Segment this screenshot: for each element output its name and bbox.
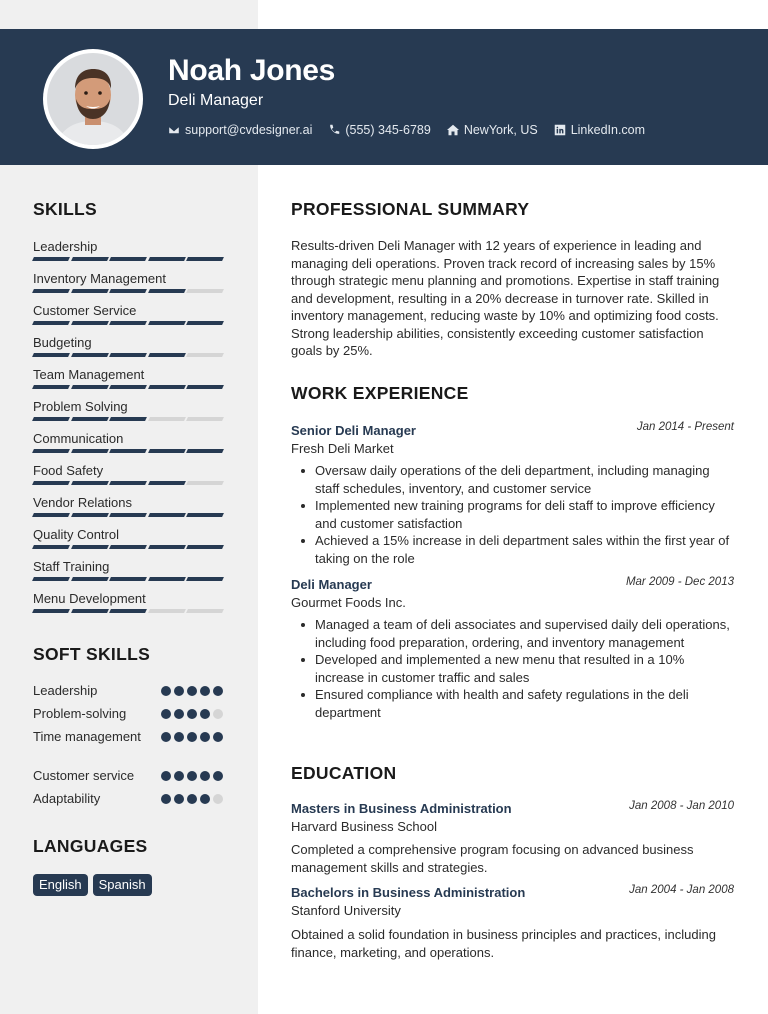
- rating-dot: [187, 771, 197, 781]
- skill-item: [33, 430, 223, 453]
- job-bullets: [315, 462, 735, 567]
- rating-dot: [200, 771, 210, 781]
- skill-level-segment: [32, 449, 69, 453]
- skill-level-segment: [32, 417, 69, 421]
- skill-level-segment: [109, 481, 146, 485]
- skill-level-segment: [71, 353, 108, 357]
- rating-dot: [161, 686, 171, 696]
- contact-email[interactable]: [168, 123, 312, 137]
- soft-skill-name: Time management: [33, 729, 141, 744]
- skill-name: Food Safety: [33, 463, 104, 478]
- skill-name: Vendor Relations: [33, 495, 133, 510]
- degree-name: Bachelors in Business Administration: [291, 885, 526, 900]
- skill-level-segment: [109, 257, 146, 261]
- skill-level-segment: [109, 289, 146, 293]
- skill-item: [33, 334, 223, 357]
- soft-skill-rating: [161, 767, 223, 784]
- skills-heading: SKILLS: [33, 199, 98, 219]
- job-company: Gourmet Foods Inc.: [291, 595, 406, 610]
- skill-level-segment: [109, 449, 146, 453]
- skill-level-segment: [186, 257, 223, 261]
- skill-level-segment: [32, 385, 69, 389]
- skill-level-bar: [33, 609, 223, 613]
- rating-dot: [174, 771, 184, 781]
- skill-level-bar: [33, 385, 223, 389]
- candidate-title: Deli Manager: [168, 92, 264, 109]
- summary-heading: PROFESSIONAL SUMMARY: [291, 199, 530, 219]
- skill-level-segment: [148, 577, 185, 581]
- skill-level-segment: [32, 577, 69, 581]
- skill-level-segment: [71, 289, 108, 293]
- soft-skill-name: Leadership: [33, 683, 98, 698]
- skill-level-segment: [109, 417, 146, 421]
- rating-dot: [187, 686, 197, 696]
- skill-level-segment: [109, 577, 146, 581]
- degree-dates: Jan 2004 - Jan 2008: [629, 884, 734, 896]
- soft-skill-item: [33, 728, 223, 745]
- languages-heading: LANGUAGES: [33, 836, 148, 856]
- rating-dot: [200, 732, 210, 742]
- soft-skill-item: [33, 682, 223, 699]
- soft-skills-heading: SOFT SKILLS: [33, 644, 151, 664]
- skill-item: [33, 270, 223, 293]
- rating-dot: [161, 732, 171, 742]
- skill-level-segment: [148, 289, 185, 293]
- job-bullet: Managed a team of deli associates and supervised daily deli operations, including food preparation, ordering, and inventory management: [315, 616, 735, 651]
- skill-level-segment: [32, 289, 69, 293]
- rating-dot: [200, 709, 210, 719]
- home-icon: [447, 124, 459, 136]
- skill-level-segment: [186, 289, 223, 293]
- job-bullet: Implemented new training programs for deli staff to improve efficiency and customer satisfaction: [315, 497, 735, 532]
- soft-skill-item: [33, 790, 223, 807]
- soft-skill-item: [33, 767, 223, 784]
- skill-level-segment: [32, 609, 69, 613]
- soft-skill-rating: [161, 705, 223, 722]
- skill-level-segment: [148, 513, 185, 517]
- job-role: Deli Manager: [291, 577, 372, 592]
- degree-dates: Jan 2008 - Jan 2010: [629, 800, 734, 812]
- summary-text: Results-driven Deli Manager with 12 years of experience in leading and managing deli operations. Proven track record of increasing sales by 15% through strategic menu planning and promotions. Expertise in staff training and development, resulting in a 20% decrease in turnover rate. Skilled in inventory management, reducing waste by 10% and optimizing food costs. Strong leadership abilities, consistently exceeding customer satisfaction goals by 25%.: [291, 238, 720, 358]
- linkedin-icon: [554, 124, 566, 136]
- skill-level-bar: [33, 577, 223, 581]
- candidate-name: Noah Jones: [168, 54, 336, 87]
- degree-description: Obtained a solid foundation in business principles and practices, including finance, marketing, and operations.: [291, 927, 716, 960]
- skill-level-segment: [186, 609, 223, 613]
- job-bullet: Ensured compliance with health and safety regulations in the deli department: [315, 686, 735, 721]
- phone-icon: [328, 124, 340, 136]
- skill-level-segment: [71, 513, 108, 517]
- rating-dot: [161, 771, 171, 781]
- contact-phone-text: (555) 345-6789: [345, 123, 431, 137]
- skill-level-segment: [186, 577, 223, 581]
- skill-level-bar: [33, 321, 223, 325]
- rating-dot: [213, 709, 223, 719]
- skill-level-bar: [33, 449, 223, 453]
- skill-level-segment: [32, 353, 69, 357]
- skill-level-bar: [33, 417, 223, 421]
- job-dates: Jan 2014 - Present: [636, 421, 734, 433]
- skill-name: Communication: [33, 431, 124, 446]
- skill-level-segment: [71, 449, 108, 453]
- soft-skill-rating: [161, 682, 223, 699]
- contact-location-text: NewYork, US: [463, 123, 538, 137]
- skill-level-bar: [33, 513, 223, 517]
- languages-list: [33, 874, 152, 896]
- skill-level-segment: [148, 481, 185, 485]
- skill-level-bar: [33, 257, 223, 261]
- rating-dot: [213, 771, 223, 781]
- language-badge: Spanish: [93, 874, 152, 896]
- skill-level-bar: [33, 353, 223, 357]
- contact-linkedin-text: LinkedIn.com: [570, 123, 646, 137]
- skill-level-segment: [32, 257, 69, 261]
- envelope-icon: [168, 124, 180, 136]
- skill-name: Team Management: [33, 367, 145, 382]
- skill-level-bar: [33, 481, 223, 485]
- rating-dot: [161, 794, 171, 804]
- skill-level-segment: [109, 385, 146, 389]
- rating-dot: [174, 794, 184, 804]
- skill-level-segment: [109, 321, 146, 325]
- skill-level-segment: [109, 353, 146, 357]
- skill-level-segment: [32, 545, 69, 549]
- rating-dot: [174, 709, 184, 719]
- rating-dot: [213, 686, 223, 696]
- skill-level-segment: [148, 385, 185, 389]
- skill-level-segment: [186, 545, 223, 549]
- skill-item: [33, 590, 223, 613]
- skill-level-segment: [186, 353, 223, 357]
- soft-skill-name: Adaptability: [33, 791, 101, 806]
- rating-dot: [213, 732, 223, 742]
- skill-level-segment: [186, 321, 223, 325]
- skill-name: Staff Training: [33, 559, 110, 574]
- rating-dot: [213, 794, 223, 804]
- avatar: [43, 49, 143, 149]
- skill-item: [33, 302, 223, 325]
- profile-photo: [47, 53, 139, 145]
- job-role: Senior Deli Manager: [291, 423, 416, 438]
- skill-level-segment: [109, 513, 146, 517]
- rating-dot: [187, 709, 197, 719]
- soft-skill-item: [33, 705, 223, 722]
- skill-name: Inventory Management: [33, 271, 166, 286]
- skill-level-segment: [186, 417, 223, 421]
- degree-description: Completed a comprehensive program focusing on advanced business management skills and strategies.: [291, 842, 694, 875]
- skill-level-segment: [32, 513, 69, 517]
- skill-level-bar: [33, 289, 223, 293]
- rating-dot: [174, 686, 184, 696]
- skill-level-segment: [148, 609, 185, 613]
- skill-level-bar: [33, 545, 223, 549]
- skill-level-segment: [71, 577, 108, 581]
- skill-item: [33, 366, 223, 389]
- soft-skill-rating: [161, 790, 223, 807]
- skill-level-segment: [32, 481, 69, 485]
- language-badge: English: [33, 874, 88, 896]
- degree-name: Masters in Business Administration: [291, 801, 512, 816]
- job-company: Fresh Deli Market: [291, 441, 394, 456]
- skill-item: [33, 558, 223, 581]
- school-name: Harvard Business School: [291, 819, 437, 834]
- job-bullet: Oversaw daily operations of the deli department, including managing staff schedules, inventory, and customer service: [315, 462, 735, 497]
- rating-dot: [187, 732, 197, 742]
- skill-level-segment: [109, 609, 146, 613]
- rating-dot: [200, 686, 210, 696]
- skill-name: Budgeting: [33, 335, 92, 350]
- skill-item: [33, 398, 223, 421]
- rating-dot: [174, 732, 184, 742]
- education-heading: EDUCATION: [291, 763, 397, 783]
- job-bullet: Achieved a 15% increase in deli department sales within the first year of taking on the role: [315, 532, 735, 567]
- job-bullet: Developed and implemented a new menu that resulted in a 10% increase in customer traffic and sales: [315, 651, 735, 686]
- skill-level-segment: [71, 545, 108, 549]
- skill-level-segment: [71, 481, 108, 485]
- skill-level-segment: [186, 481, 223, 485]
- skill-level-segment: [148, 417, 185, 421]
- skill-level-segment: [71, 609, 108, 613]
- skill-level-segment: [71, 385, 108, 389]
- skill-level-segment: [148, 257, 185, 261]
- skill-name: Menu Development: [33, 591, 146, 606]
- skill-name: Leadership: [33, 239, 98, 254]
- job-dates: Mar 2009 - Dec 2013: [625, 576, 734, 588]
- skill-item: [33, 526, 223, 549]
- skill-level-segment: [148, 545, 185, 549]
- soft-skill-name: Problem-solving: [33, 706, 127, 721]
- rating-dot: [200, 794, 210, 804]
- contact-location: [447, 123, 538, 137]
- soft-skill-rating: [161, 728, 223, 745]
- skill-level-segment: [71, 417, 108, 421]
- experience-heading: WORK EXPERIENCE: [291, 383, 469, 403]
- soft-skill-name: Customer service: [33, 768, 135, 783]
- rating-dot: [187, 794, 197, 804]
- skill-level-segment: [186, 385, 223, 389]
- skill-level-segment: [32, 321, 69, 325]
- skill-level-segment: [109, 545, 146, 549]
- contact-linkedin[interactable]: [554, 123, 645, 137]
- skill-level-segment: [148, 449, 185, 453]
- skill-name: Customer Service: [33, 303, 137, 318]
- skill-name: Problem Solving: [33, 399, 128, 414]
- rating-dot: [161, 709, 171, 719]
- contact-phone[interactable]: [328, 123, 430, 137]
- skill-level-segment: [186, 513, 223, 517]
- skill-level-segment: [148, 353, 185, 357]
- skill-name: Quality Control: [33, 527, 119, 542]
- skill-level-segment: [71, 321, 108, 325]
- skill-item: [33, 238, 223, 261]
- contact-email-text: support@cvdesigner.ai: [185, 123, 313, 137]
- skill-level-segment: [148, 321, 185, 325]
- school-name: Stanford University: [291, 903, 401, 918]
- job-bullets: [315, 616, 735, 721]
- skill-level-segment: [71, 257, 108, 261]
- contact-bar: [168, 123, 645, 137]
- skill-item: [33, 462, 223, 485]
- skill-level-segment: [186, 449, 223, 453]
- skill-item: [33, 494, 223, 517]
